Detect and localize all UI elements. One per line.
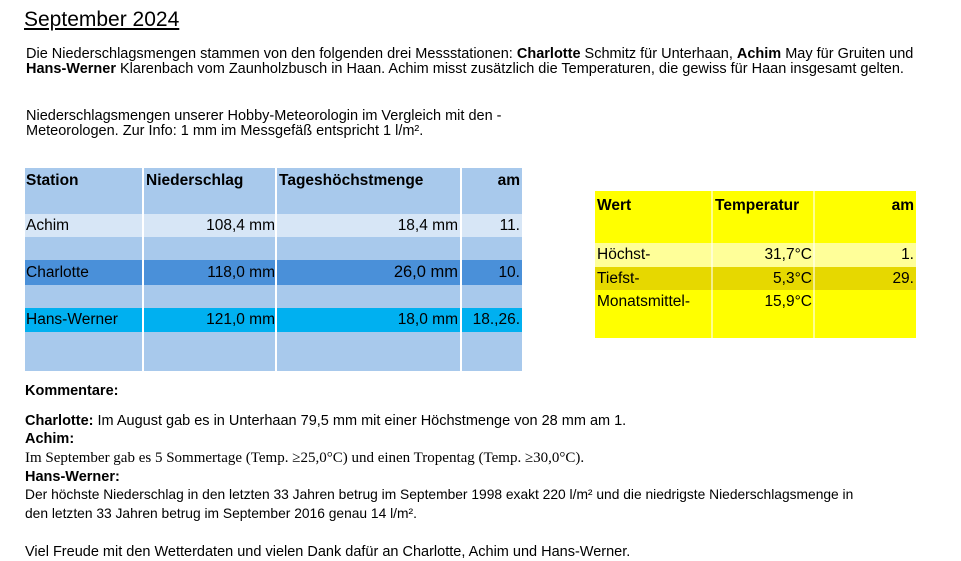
comment-charlotte	[25, 413, 626, 429]
comment-label: Achim:	[25, 431, 75, 447]
intro-paragraph	[26, 47, 926, 77]
cell-am: 18.,26.	[472, 311, 520, 328]
cell-temperatur: 15,9°C	[764, 293, 812, 310]
spacer-row	[25, 193, 522, 214]
header-station: Station	[26, 171, 79, 189]
page-title: September 2024	[24, 8, 180, 31]
intro-text: May für Gruiten und	[781, 46, 914, 62]
spacer-row	[25, 237, 522, 260]
cell-temperatur: 31,7°C	[764, 246, 812, 263]
table-row	[595, 243, 916, 267]
header-am: am	[497, 171, 520, 189]
comment-text: Der höchste Niederschlag in den letzten 33 Jahren betrug im September 1998 exakt 220 l/m² und die niedrigste Niederschlagsmenge in	[25, 487, 854, 502]
info-paragraph: Niederschlagsmengen unserer Hobby-Meteorologin im Vergleich mit den -Meteorologen. Zur Info: 1 mm im Messgefäß entspricht 1 l/m².	[26, 108, 502, 139]
header-wert: Wert	[597, 196, 632, 214]
comment-text: Im September gab es 5 Sommertage (Temp. ≥25,0°C) und einen Tropentag (Temp. ≥30,0°C).	[25, 450, 585, 466]
table-row	[25, 214, 522, 237]
cell-am: 29.	[892, 269, 914, 287]
comment-text: den letzten 33 Jahren betrug im September 2016 genau 14 l/m².	[25, 506, 417, 521]
cell-station: Charlotte	[26, 263, 89, 281]
header-am: am	[891, 196, 914, 214]
precipitation-table	[25, 168, 522, 371]
table-row	[595, 290, 916, 314]
cell-niederschlag: 108,4 mm	[206, 216, 275, 234]
name-charlotte: Charlotte	[516, 46, 581, 62]
column-divider	[711, 191, 713, 338]
cell-am: 10.	[498, 263, 520, 281]
comment-text: Im August gab es in Unterhaan 79,5 mm mit einer Höchstmenge von 28 mm am 1.	[93, 413, 627, 429]
cell-tageshoechstmenge: 18,0 mm	[397, 311, 458, 328]
table-row	[25, 308, 522, 332]
cell-niederschlag: 118,0 mm	[207, 263, 275, 281]
cell-am	[815, 290, 916, 314]
column-divider	[142, 168, 144, 371]
table-row	[595, 267, 916, 290]
cell-station: Achim	[26, 216, 70, 234]
cell-tageshoechstmenge: 18,4 mm	[397, 216, 458, 234]
name-hans-werner: Hans-Werner	[26, 61, 116, 77]
intro-text: Klarenbach vom Zaunholzbusch in Haan. Achim misst zusätzlich die Temperaturen, die gewiss für Haan insgesamt gelten.	[115, 61, 904, 77]
spacer-row	[25, 332, 522, 371]
comment-label: Hans-Werner:	[25, 469, 120, 485]
temperature-table	[595, 191, 916, 338]
column-divider	[813, 191, 815, 338]
table-header-row	[25, 168, 522, 193]
spacer-row	[595, 314, 916, 338]
comments-heading: Kommentare:	[25, 383, 119, 399]
header-temperatur: Temperatur	[715, 196, 800, 214]
intro-text: Schmitz für Unterhaan,	[580, 46, 737, 62]
header-niederschlag: Niederschlag	[146, 171, 244, 189]
cell-station: Hans-Werner	[26, 311, 118, 328]
cell-niederschlag: 121,0 mm	[206, 311, 275, 328]
cell-am: 11.	[499, 216, 520, 234]
header-tageshoechstmenge: Tageshöchstmenge	[279, 171, 424, 189]
intro-text: Die Niederschlagsmengen stammen von den folgenden drei Messstationen:	[26, 46, 517, 62]
name-achim: Achim	[736, 46, 782, 62]
cell-wert: Höchst-	[597, 246, 651, 263]
closing-text: Viel Freude mit den Wetterdaten und vielen Dank dafür an Charlotte, Achim und Hans-Werner.	[25, 544, 631, 560]
column-divider	[275, 168, 277, 371]
table-header-row	[595, 191, 916, 220]
comment-label: Charlotte:	[25, 413, 94, 429]
cell-wert: Monatsmittel-	[597, 293, 691, 310]
table-row	[25, 260, 522, 285]
spacer-row	[25, 285, 522, 308]
spacer-row	[595, 220, 916, 243]
cell-wert: Tiefst-	[597, 269, 640, 287]
cell-tageshoechstmenge: 26,0 mm	[393, 263, 458, 281]
cell-temperatur: 5,3°C	[773, 269, 812, 287]
column-divider	[460, 168, 462, 371]
cell-am: 1.	[901, 246, 914, 263]
